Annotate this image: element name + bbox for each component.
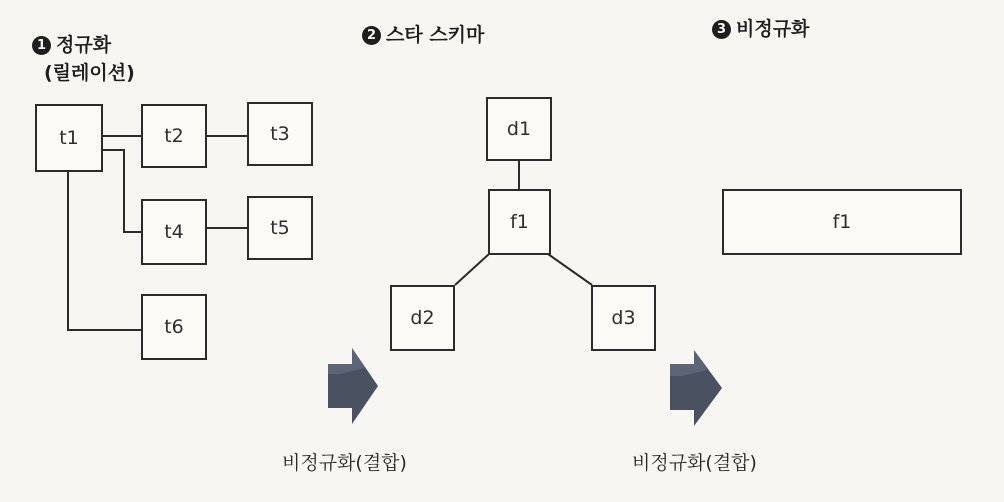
node-t4: t4 xyxy=(141,199,207,265)
node-t1: t1 xyxy=(35,104,103,172)
section-number-2: 2 xyxy=(362,26,381,45)
section-number-3: 3 xyxy=(712,20,731,39)
heading-normalization-title: 정규화 xyxy=(56,34,112,56)
node-d2: d2 xyxy=(390,285,455,351)
edge-t1-t4 xyxy=(102,150,142,232)
node-t3: t3 xyxy=(247,102,313,166)
node-t2: t2 xyxy=(141,104,207,168)
heading-denormalization xyxy=(712,14,809,41)
heading-denormalization-title: 비정규화 xyxy=(736,18,810,40)
edge-f1-d3 xyxy=(548,254,592,285)
section-number-1: 1 xyxy=(32,36,51,55)
node-f1-denormalized: f1 xyxy=(722,189,962,255)
arrow-label-2: 비정규화(결합) xyxy=(632,452,757,474)
heading-normalization-subtitle: (릴레이션) xyxy=(44,62,135,84)
node-t6: t6 xyxy=(141,294,207,360)
heading-star-schema xyxy=(362,20,484,47)
edge-t1-t6 xyxy=(68,172,142,330)
edge-f1-d2 xyxy=(455,254,489,285)
node-t5: t5 xyxy=(247,196,313,260)
heading-normalization xyxy=(32,30,111,57)
node-d3: d3 xyxy=(591,285,656,351)
transform-arrow-2 xyxy=(670,350,722,426)
transform-arrow-1 xyxy=(328,348,378,424)
heading-star-schema-title: 스타 스키마 xyxy=(386,24,485,46)
arrow-label-1: 비정규화(결합) xyxy=(282,452,407,474)
node-d1: d1 xyxy=(486,97,552,161)
node-f1-fact: f1 xyxy=(488,189,551,255)
